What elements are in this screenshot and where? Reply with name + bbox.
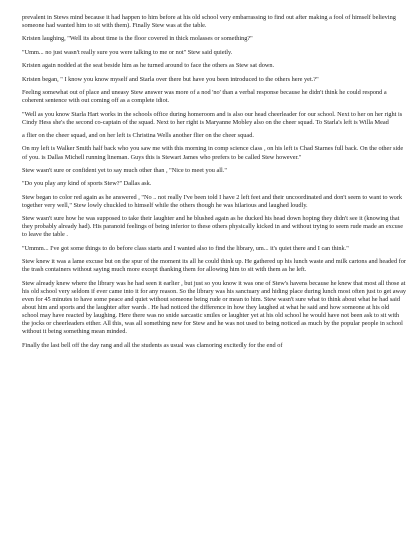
paragraph: On my left is Walker Smith half back who you saw me with this morning in comp science class , on his left is Chad Starnes full back. On the other side of you. is Dallas Michell running lineman. Guys this is Stewart James who prefers to be called Stew however." [22, 145, 404, 161]
paragraph: Kristen laughing, "Well its about time is the floor covered in thick molasses or something?" [22, 35, 253, 43]
paragraph: Stew wasn't sure how he was supposed to take their laughter and he blushed again as he ducked his head down hoping they didn't see it (knowing that they probably already had). His paranoid feelings of being inferior to these others physically kicked in and without trying to seem rude made an excuse to leave the table . [22, 215, 404, 239]
paragraph: "Well as you know Starla Hart works in the schools office during homeroom and is also our head cheerleader for our school. Next to her on her right is Cindy Hess she's the second co-captain of the squad. Next to her right is Maryanne Mobley also on the cheer squad. To Starla's left is Willa Mead [22, 110, 403, 126]
paragraph: prevalent in Stews mind because it had happen to him before at his old school very embarrassing to find out after making a fool of himself believing someone had wanted him to sit with them). Finally Stew was at the table. [22, 14, 396, 30]
paragraph: Stew knew it was a lame excuse but on the spur of the moment its all he could think up. He gathered up his lunch waste and milk cartons and headed for the trash containers without saying much more except thanking them for allowing him to sit with them as he left. [22, 258, 407, 274]
document-page [22, 14, 407, 540]
paragraph: Feeling somewhat out of place and uneasy Stew answer was more of a nod 'no' than a verbal response because he didn't think he could respond a coherent sentence with out coming off as a complete idiot. [22, 89, 387, 105]
paragraph: Finally the last bell off the day rang and all the students as usual was clamoring excitedly for the end of [22, 341, 283, 349]
paragraph: "Ummm... I've got some things to do before class starts and I wanted also to find the library, um... it's quiet there and I can think." [22, 244, 349, 252]
paragraph: Stew wasn't sure or confident yet to say much other than , "Nice to meet you all." [22, 166, 227, 174]
paragraph: Stew began to color red again as he answered , "No .. not really I've been told I have 2 left feet and their uncoordinated and don't seem to want to work together very well," Stew lowly chuckled to himself while the others though he was hilarious and laughed loudly. [22, 193, 403, 209]
paragraph: "Do you play any kind of sports Stew?" Dallas ask. [22, 180, 152, 188]
paragraph: Kristen began, " I know you know myself and Starla over there but have you been introduced to the others here yet.?" [22, 75, 319, 83]
paragraph: Stew already knew where the library was he had seen it earlier , but just so you know it was one of Stew's havens because he knew that most all those at his old school very seldom if ever came into it for any reason. So the library was his sanctuary and hiding place during lunch most often just to get away even for 45 minutes to have some peace and quiet without someone being rude or mean to him. Stew wasn't sure what to think about what he had said about him and sports and the laughter after wards . He had noticed the difference in how they laughed at what he said and how someone at his old school may have reacted by laughing. Here there was no snide sarcastic smiles or laughter yet at his old school he would have not been ask to sit with the jocks or cheerleaders either. All this, was all something new for Stew and he was not used to being noticed as much by the popular people in school without it being something mean minded. [22, 279, 407, 336]
paragraph: "Umm... no just wasn't really sure you were talking to me or not" Stew said quietly. [22, 48, 233, 56]
paragraph: Kristen again nodded at the seat beside him as he turned around to face the others as Stew sat down. [22, 62, 275, 70]
paragraph: a flier on the cheer squad, and on her left is Christina Wells another flier on the cheer squad. [22, 132, 254, 140]
